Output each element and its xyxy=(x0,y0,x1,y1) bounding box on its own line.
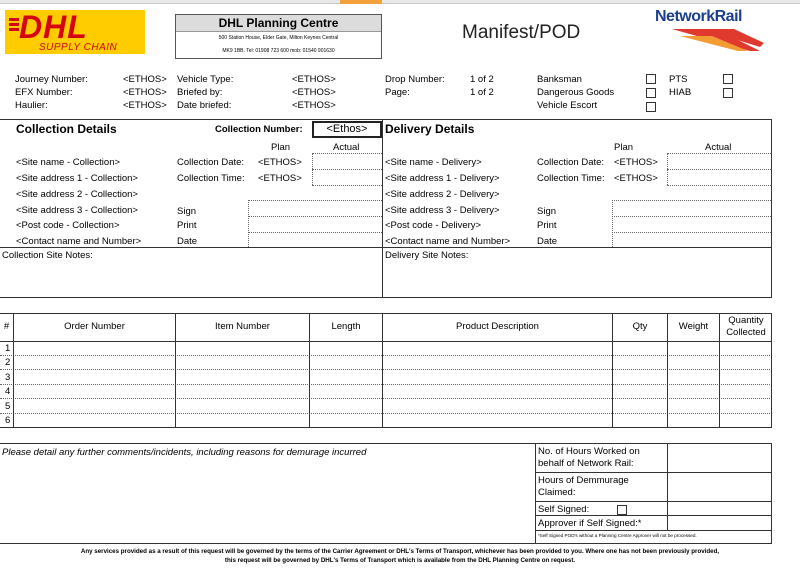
table-row: 4 xyxy=(5,386,11,397)
items-header-index: # xyxy=(3,321,10,332)
collection-actual-header: Actual xyxy=(333,142,360,153)
date-briefed-value[interactable]: <ETHOS> xyxy=(292,100,336,111)
page-value: 1 of 2 xyxy=(470,87,494,98)
delivery-date-label: Collection Date: xyxy=(537,157,605,168)
details-divider xyxy=(382,119,383,298)
comments-divider xyxy=(535,443,536,544)
collection-print-field[interactable] xyxy=(249,217,382,232)
items-col-line xyxy=(719,313,720,428)
collection-print-label: Print xyxy=(177,220,197,231)
approver-label: Approver if Self Signed:* xyxy=(538,518,642,529)
self-signed-checkbox[interactable] xyxy=(617,505,627,515)
collection-date-label: Collection Date: xyxy=(177,157,245,168)
approver-bottom xyxy=(535,530,771,531)
collection-actual-date-field[interactable] xyxy=(313,154,382,169)
items-header-length: Length xyxy=(331,321,361,332)
items-header-item-number: Item Number xyxy=(215,321,270,332)
network-rail-arrows-icon xyxy=(672,27,764,53)
dhl-logo-sub: SUPPLY CHAIN xyxy=(39,42,118,53)
footer-terms-line-2: this request will be governed by DHL's Terms of Transport which is available from the DHL Planning Centre on request. xyxy=(224,557,576,564)
planning-centre-box xyxy=(175,14,382,59)
delivery-time-value[interactable]: <ETHOS> xyxy=(614,173,658,184)
selected-cell-marker xyxy=(340,0,382,4)
vehicle-type-value[interactable]: <ETHOS> xyxy=(292,74,336,85)
delivery-actual-time-field[interactable] xyxy=(668,170,771,185)
banksman-checkbox[interactable] xyxy=(646,74,656,84)
comments-prompt: Please detail any further comments/incidents, including reasons for demurage incurred xyxy=(2,447,367,458)
collection-address-2: <Site address 2 - Collection> xyxy=(16,189,138,200)
items-table-header-bottom xyxy=(0,341,772,342)
details-bottom-border xyxy=(0,297,772,298)
delivery-date-value[interactable]: <ETHOS> xyxy=(614,157,658,168)
delivery-plan-header: Plan xyxy=(614,142,634,153)
collection-details-title: Collection Details xyxy=(16,122,117,136)
hours-worked-label: No. of Hours Worked on behalf of Network Rail: xyxy=(538,446,640,469)
items-row-line xyxy=(0,369,772,370)
comments-right-border xyxy=(771,443,772,544)
efx-number-value[interactable]: <ETHOS> xyxy=(123,87,167,98)
dangerous-goods-checkbox[interactable] xyxy=(646,88,656,98)
collection-plan-header: Plan xyxy=(271,142,291,153)
dhl-speed-stripes-icon xyxy=(9,18,19,36)
planning-centre-title: DHL Planning Centre xyxy=(176,15,381,32)
collection-date-value[interactable]: <ETHOS> xyxy=(258,157,302,168)
collection-date-field[interactable] xyxy=(249,233,382,247)
delivery-address-2: <Site address 2 - Delivery> xyxy=(385,189,500,200)
collection-time-value[interactable]: <ETHOS> xyxy=(258,173,302,184)
journey-number-value[interactable]: <ETHOS> xyxy=(123,74,167,85)
delivery-time-label: Collection Time: xyxy=(537,173,605,184)
collection-number-value[interactable]: <Ethos> xyxy=(312,121,382,138)
drop-number-label: Drop Number: xyxy=(385,74,445,85)
items-table-top xyxy=(0,313,772,314)
delivery-site-notes-field[interactable] xyxy=(384,262,770,296)
delivery-actual-header: Actual xyxy=(705,142,732,153)
table-row: 6 xyxy=(5,415,11,426)
hours-demurrage-label: Hours of Demmurage Claimed: xyxy=(538,475,629,498)
items-row-line xyxy=(0,384,772,385)
footer-terms-line-1: Any services provided as a result of this request will be governed by the terms of the Carrier Agreement or DHL's Terms of Transport, whichever has been provided to you. Where one has not been previously provided, xyxy=(80,548,720,555)
hiab-checkbox[interactable] xyxy=(723,88,733,98)
dhl-logo xyxy=(5,10,145,54)
items-row-line xyxy=(0,398,772,399)
approver-note: *Self Signed POD's without a Planning Centre Approver will not be processed. xyxy=(538,533,697,538)
vehicle-type-label: Vehicle Type: xyxy=(177,74,234,85)
items-header-product-description: Product Description xyxy=(456,321,539,332)
delivery-address-3: <Site address 3 - Delivery> xyxy=(385,205,500,216)
delivery-date-field[interactable] xyxy=(613,233,771,247)
collection-sign-label: Sign xyxy=(177,206,197,217)
delivery-sign-label: Sign xyxy=(537,206,557,217)
document-title: Manifest/POD xyxy=(462,22,581,43)
delivery-contact: <Contact name and Number> xyxy=(385,236,511,247)
page-label: Page: xyxy=(385,87,410,98)
table-row: 2 xyxy=(5,357,11,368)
collection-site-notes-field[interactable] xyxy=(1,262,381,296)
collection-postcode: <Post code - Collection> xyxy=(16,220,120,231)
collection-address-3: <Site address 3 - Collection> xyxy=(16,205,138,216)
approver-field[interactable] xyxy=(668,516,771,530)
collection-date-sign-label: Date xyxy=(177,236,198,247)
planning-centre-contact: MK9 1BB. Tel: 01908 723 600 mob: 01540 901630 xyxy=(222,48,335,54)
delivery-postcode: <Post code - Delivery> xyxy=(385,220,482,231)
pts-label: PTS xyxy=(669,74,688,85)
collection-time-label: Collection Time: xyxy=(177,173,245,184)
banksman-label: Banksman xyxy=(537,74,582,85)
collection-number-label: Collection Number: xyxy=(215,124,303,135)
toolbar-strip xyxy=(0,0,800,4)
efx-number-label: EFX Number: xyxy=(15,87,73,98)
items-row-line xyxy=(0,413,772,414)
hours-worked-field[interactable] xyxy=(668,444,771,472)
haulier-label: Haulier: xyxy=(15,100,48,111)
collection-contact: <Contact name and Number> xyxy=(16,236,142,247)
comments-field[interactable] xyxy=(1,460,533,542)
delivery-actual-bottom xyxy=(667,185,771,186)
dangerous-goods-label: Dangerous Goods xyxy=(537,87,615,98)
demurrage-bottom xyxy=(535,501,771,502)
briefed-by-value[interactable]: <ETHOS> xyxy=(292,87,336,98)
date-briefed-label: Date briefed: xyxy=(177,100,232,111)
collection-address-1: <Site address 1 - Collection> xyxy=(16,173,138,184)
items-header-qty: Qty xyxy=(632,321,648,332)
table-row: 3 xyxy=(5,372,11,383)
delivery-date-sign-label: Date xyxy=(537,236,558,247)
network-rail-logo-word: NetworkRail xyxy=(655,8,742,25)
details-top-border xyxy=(0,119,772,120)
collection-site-name: <Site name - Collection> xyxy=(16,157,121,168)
delivery-site-notes-label: Delivery Site Notes: xyxy=(385,250,469,261)
delivery-print-field[interactable] xyxy=(613,217,771,232)
notes-separator xyxy=(0,247,772,248)
details-right-border xyxy=(771,119,772,298)
pts-checkbox[interactable] xyxy=(723,74,733,84)
dhl-logo-word: DHL xyxy=(19,9,88,45)
vehicle-escort-label: Vehicle Escort xyxy=(537,100,598,111)
delivery-site-name: <Site name - Delivery> xyxy=(385,157,482,168)
items-header-weight: Weight xyxy=(678,321,709,332)
journey-number-label: Journey Number: xyxy=(15,74,88,85)
vehicle-escort-checkbox[interactable] xyxy=(646,102,656,112)
table-row: 1 xyxy=(5,343,11,354)
collection-actual-bottom xyxy=(312,185,382,186)
self-signed-label: Self Signed: xyxy=(538,504,590,515)
drop-number-value: 1 of 2 xyxy=(470,74,494,85)
items-header-quantity-collected: Quantity Collected xyxy=(726,315,766,338)
items-row-line xyxy=(0,355,772,356)
collection-site-notes-label: Collection Site Notes: xyxy=(2,250,93,261)
delivery-details-title: Delivery Details xyxy=(385,122,475,136)
delivery-sign-field[interactable] xyxy=(613,201,771,216)
table-row: 5 xyxy=(5,401,11,412)
items-col-line xyxy=(771,313,772,428)
delivery-address-1: <Site address 1 - Delivery> xyxy=(385,173,500,184)
delivery-actual-date-field[interactable] xyxy=(668,154,771,169)
delivery-print-label: Print xyxy=(537,220,557,231)
haulier-value[interactable]: <ETHOS> xyxy=(123,100,167,111)
collection-sign-field[interactable] xyxy=(249,201,382,216)
collection-actual-time-field[interactable] xyxy=(313,170,382,185)
planning-centre-address: 500 Station House, Elder Gate, Milton Keynes Central xyxy=(218,35,339,41)
items-table-bottom xyxy=(0,427,772,428)
briefed-by-label: Briefed by: xyxy=(177,87,223,98)
items-header-order-number: Order Number xyxy=(64,321,125,332)
hiab-label: HIAB xyxy=(669,87,692,98)
comments-top-border xyxy=(0,443,772,444)
comments-bottom-border xyxy=(0,543,772,544)
hours-demurrage-field[interactable] xyxy=(668,473,771,501)
